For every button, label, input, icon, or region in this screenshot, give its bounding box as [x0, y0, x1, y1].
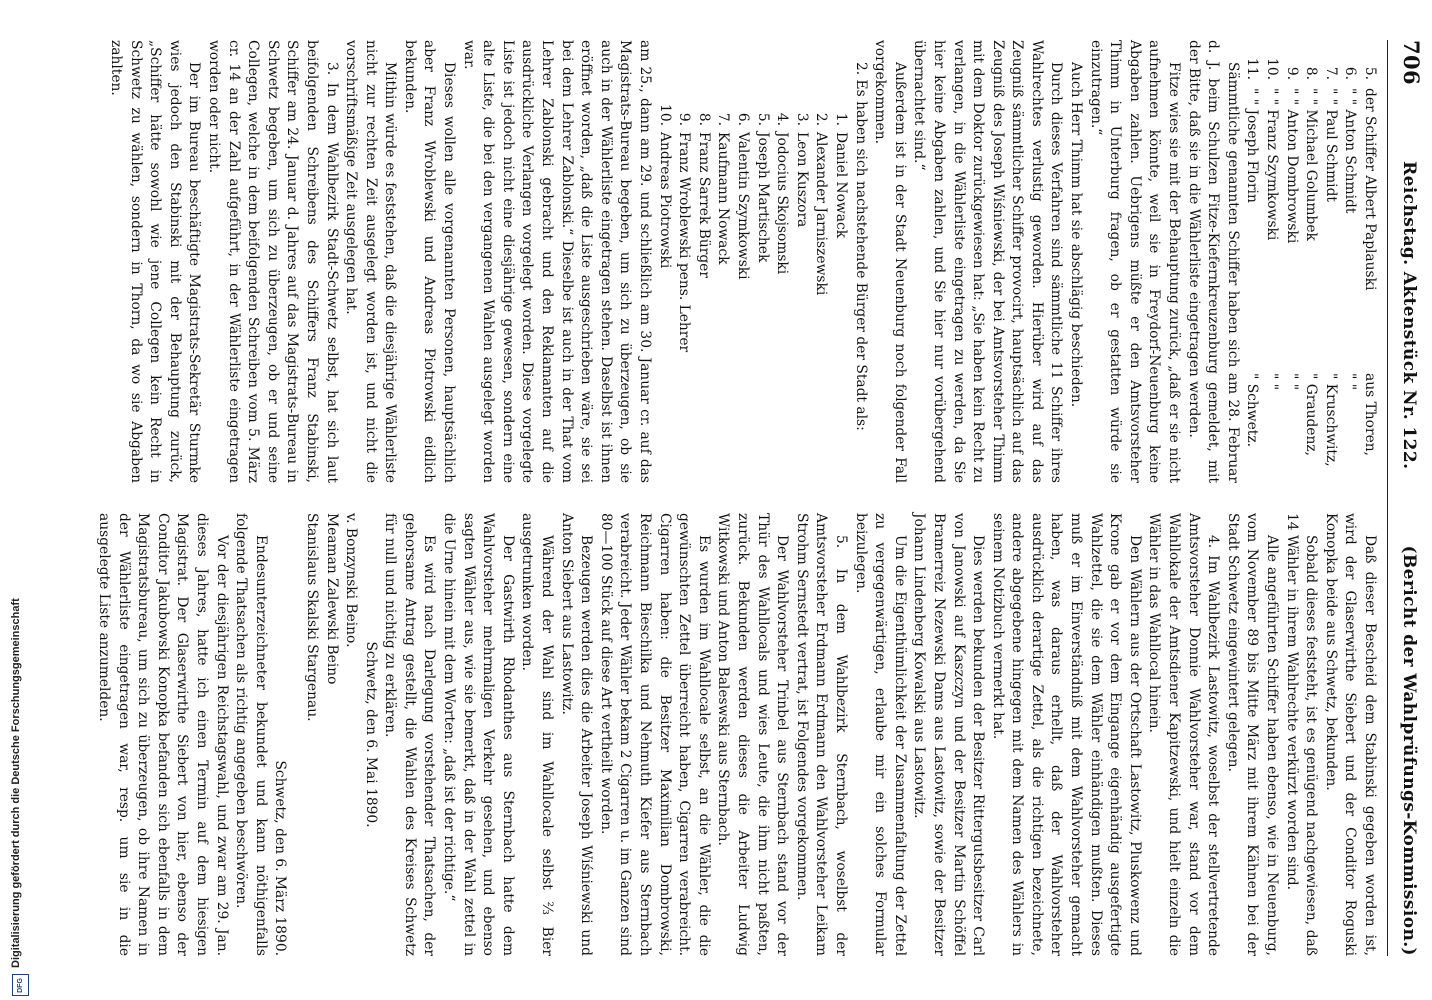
item-number: 5. [754, 112, 771, 126]
list-item [1301, 40, 1321, 483]
item-number: 1. [832, 112, 849, 126]
item-number: 8. [695, 112, 712, 126]
item-number: 9. [1283, 66, 1300, 80]
list-item [693, 100, 713, 483]
item-name: der Schiffer Albert Paplauski [1362, 88, 1378, 291]
item-place: " " [1283, 373, 1300, 391]
list-item [654, 100, 674, 483]
left-column [93, 40, 1379, 483]
dfg-logo-text: DFG [17, 977, 24, 993]
item-number: 7. [1322, 66, 1339, 80]
signature: Meaman Zalewski Beino [323, 513, 340, 685]
list-item [1281, 40, 1301, 483]
paragraph: 3. In dem Wahlbezirk Stadt-Schwetz selbst, hat sich laut beifolgenden Schreibens des Schiffers Franz Stabinski, Schiffer am 24. Januar d. Jahres auf das Magistrats-Bureau in Schwetz begeben, um sich zu überzeugen, ob er und seine Collegen, welche in dem beifolgenden Schreiben vom 5. März cr. 14 an der Zahl aufgeführt, in der Wählerliste eingetragen worden oder nicht. [205, 40, 340, 483]
list-item [1261, 40, 1281, 483]
list-item [772, 100, 792, 483]
signature: Stanislaus Skalski Stargenau. [303, 513, 320, 722]
list-item [1320, 40, 1340, 483]
item-name: " " Paul Schmidt [1322, 88, 1339, 202]
list-item [713, 100, 733, 483]
item-place: " Kruschwitz, [1322, 373, 1339, 467]
item-number: 7. [715, 112, 732, 126]
item-name: Kaufmann Nowack [715, 132, 732, 265]
page-header [1387, 40, 1424, 956]
item-name: Valentin Szymkowski [735, 132, 751, 280]
item-name: " " Franz Szymkowski [1264, 88, 1281, 241]
item-name: Andreas Piotrowski [656, 132, 673, 269]
item-name: " " Michael Golumbek [1303, 88, 1320, 241]
paragraph: Dieses wollen alle vorgenannten Personen, hauptsächlich aber Franz Wroblewski und Andreas Piotrowski eidlich bekunden. [401, 40, 458, 483]
paragraph: Mithin würde es feststehen, daß die diesjährige Wählerliste nicht zur rechten Zeit ausgelegt worden ist, und nicht die vorschriftsmäßige Zeit ausgelegen hat. [343, 40, 399, 483]
item-number: 11. [1244, 58, 1261, 80]
paragraph: Der Wahlvorsteher Trinbel aus Sternbach stand vor der Thür des Wahllocals und wies Leute, die ihm nicht paßten, zurück. Bekunden werden dieses die Arbeiter Ludwig Witkowski und Anton Baleswski aus Sternbach. [715, 513, 791, 956]
dfg-logo-icon [12, 974, 29, 996]
digitization-footer [8, 0, 28, 1000]
list-item [752, 100, 772, 483]
paragraph: am 25., dann am 29. und schließlich am 30. Januar cr. auf das Magistrats-Bureau begeben, um sich zu überzeugen, ob sie auch in der Wählerliste eingetragen stehen. Daselbst ist ihnen eröffnet worden, „daß die Liste ausgeschrieben wäre, sie sei bei dem Lehrer Zablonski.“ Dieselbe ist auch in der That vom Lehrer Zablonski gebracht und den Reklamanten auf die ausdrückliche Verlangen vorgelegt worden. Diese vorgelegte Liste ist jedoch nicht eine diesjährige gewesen, sondern eine alte Liste, die bei den vergangenen Wahlen ausgelegt worden war. [460, 40, 654, 483]
paragraph: Der Gastwirth Rhodanthes aus Sternbach hatte dem Wahlvorsteher mehrmaligen Verkehr gesehen, und ebenso sagten Wähler aus, wie sie bemerkt, daß in der Wahl zettel in die Urne hinein mit dem Worten: „daß ist der richtige.“ [441, 513, 516, 956]
item-name: " " Anton Dombrowski [1283, 88, 1300, 244]
item-name: Jodocius Skojsomski [774, 132, 791, 275]
paragraph: Sämmtliche genannten Schiffer haben sich am 28. Februar d. J. beim Schulzen Fitze-Kiefernkreuzenburg gemeldet, mit der Bitte, daß sie in die Wählerliste eingetragen werden. [1185, 40, 1241, 483]
schiffer-list [1242, 40, 1379, 483]
right-column [93, 513, 1379, 956]
signature: v. Bonzynski Beino. [343, 513, 360, 648]
item-name: Leon Kuszora [793, 132, 810, 228]
paragraph: Fitze wies sie mit der Behauptung zurück, „daß er sie nicht aufnehmen könnte, weil sie in Freydorf-Neuenburg keine Abgaben zahlen. Uebrigens müßte er den Amtsvorsteher Thimm in Unterburg fragen, ob er gestatten würde sie einzutragen.“ [1087, 40, 1183, 483]
list-item [674, 100, 694, 483]
item-place: " " [1264, 373, 1281, 391]
item-number: 10. [656, 104, 673, 126]
item-number: 6. [735, 112, 751, 126]
item-name: " " Anton Schmidt [1342, 88, 1359, 214]
item-place: " Graudenz, [1303, 373, 1320, 456]
header-title: Reichstag. Aktenstück Nr. 122. [1399, 161, 1419, 470]
item-number: 10. [1264, 58, 1281, 80]
item-number: 2. [813, 112, 830, 126]
paragraph: Alle angeführten Schiffer haben ebenso, wie in Neuenburg, vom November 89 bis Mitte März mit ihrem Kähnen bei der Stadt Schwetz eingewintert gelegen. [1224, 513, 1281, 956]
list-item [830, 100, 850, 483]
item-number: 5. [1362, 66, 1378, 80]
paragraph: Endesunterzeichneter bekundet und kann nöthigenfalls folgende Thatsachen als richtig angegeben beschwören. [233, 513, 269, 956]
page-number: 706 [1399, 40, 1424, 86]
item-name: Daniel Nowack [832, 132, 849, 239]
item-name: " " Joseph Florin [1244, 88, 1261, 203]
place-date: Schwetz, den 6. März 1890. [272, 760, 289, 956]
item-number: 8. [1303, 66, 1320, 80]
paragraph: 4. Im Wahlbezirk Lastowitz, woselbst der stellvertretende Amtsvorsteher Donnie Wahlvorsteher war, stand vor dem Wahllokale der Amtsdiener Kapitzewski, und hielt einzeln die Wähler in das Wahllocal hinein. [1146, 513, 1222, 956]
paragraph: 5. In dem Wahlbezirk Sternbach, woselbst der Amtsvorsteher Erdmann Erdmann den Wahlvorsteher Leikam Strohm Sernstedt vertrat, ist Folgendes vorgekommen. [793, 513, 849, 956]
paragraph: Es wurden im Wahllocale selbst, an die Wähler, die die gewünschten Zettel überreicht haben, Cigarren verabreicht. Cigarren haben: die Besitzer Maximilian Dombrowski, Reichmann Bieschilka und Nehmuth Kiefer aus Sternbach verabreicht. Jeder Wähler bekam 2 Cigarren u. im Ganzen sind 80—100 Stück auf diese Art vertheilt worden. [597, 513, 712, 956]
paragraph: Es wird nach Darlegung vorstehender Thatsachen, der gehorsame Antrag gestellt, die Wahlen des Kreises Schwetz für null und nichtig zu erklären. [382, 513, 438, 956]
paragraph: Auch Herr Thimm hat sie abschlägig beschieden. [1068, 62, 1085, 408]
list-item [1242, 40, 1262, 483]
list-item [811, 100, 831, 483]
paragraph: Vor der diesjährigen Reichstagswahl, und zwar am 29. Jan. dieses Jahres, hatte ich einen Termin auf dem hiesigen Magistrat. Der Glaserwirthe Siebert von hier, ebenso der Conditor Jakubowski Konopka befanden sich ebenfalls in dem Magistratsbureau, um sich zu überzeugen, ob ihre Namen in der Wählerliste eingetragen war, resp. um sie in die ausgelegte Liste anzumelden. [96, 513, 230, 956]
paragraph: Durch dieses Verfahren sind sämmtliche 11 Schiffer ihres Wahlrechtes verlustig geworden. Hierüber wird auf das Zeugniß sämmtlicher Schiffer provocirt, hauptsächlich auf das Zeugniß des Joseph Wiśniewski, der bei Amtsvorsteher Thimm mit dem Doktor zurückgewiesen hat: „Sie haben kein Recht zu verlangen, in die Wählerliste eingetragen zu werden, da Sie hier keine Abgaben zahlen, und Sie hier nur vorübergehend übernachtet sind.“ [911, 40, 1065, 483]
paragraph: Daß dieser Bescheid dem Stabinski gegeben worden ist, wird der Glaserwirthe Siebert und der Conditor Roguski Konopka beide aus Schwetz, bekunden. [1322, 513, 1378, 956]
item-name: Franz Wroblewski pens. Lehrer [676, 132, 693, 353]
header-subtitle: (Bericht der Wahlprüfungs-Kommission.) [1399, 545, 1419, 956]
paragraph: Dies werden bekunden der Besitzer Rittergutsbesitzer Carl von Janowski auf Kaszczyn und der Besitzer Martin Schöffel Bramerreiz Nezewski Dams aus Lastowitz, sowie der Besitzer Johann Lindenberg Kowalski aus Lastowitz. [911, 513, 987, 956]
footer-credit: Digitalisierung gefördert durch die Deutsche Forschungsgemeinschaft [10, 598, 22, 968]
place-date: Schwetz, den 6. Mai 1890. [362, 641, 379, 828]
list-item [1359, 40, 1379, 483]
paragraph: Bezeugen werden dies die Arbeiter Joseph Wiśniewski und Anton Siebert aus Lastowitz. [558, 513, 595, 956]
paragraph: Außerdem ist in der Stadt Neuenburg noch folgender Fall vorgekommen. [872, 40, 908, 483]
item-name: Alexander Jarniszewski [813, 132, 830, 296]
list-item [791, 100, 811, 483]
item-number: 9. [676, 112, 693, 126]
item-number: 6. [1342, 66, 1359, 80]
item-place: aus Thoren, [1362, 373, 1378, 457]
buerger-list [654, 100, 850, 483]
list-item [732, 100, 752, 483]
list-item [1340, 40, 1360, 483]
item-number: 3. [793, 112, 810, 126]
paragraph: Während der Wahl sind im Wahllocale selbst ⅔ Bier ausgetrunken worden. [519, 513, 556, 956]
paragraph: Sobald dieses feststeht, ist es genügend nachgewiesen, daß 14 Wähler in ihrem Wahlrechte verkürzt worden sind. [1283, 513, 1320, 956]
paragraph: Um die Eigenthümlichkeit der Zusammenfaltung der Zettel zu vergegenwärtigen, erlaube mir ein solches Formular beizulegen. [852, 513, 908, 956]
paragraph: Den Wählern aus der Ortschaft Lastowitz, Pluskowenz und Krone gab er vor dem Eingange eigenhändig ausgefertigte Wahlzettel, die sie dem Wähler einhändigen mußten. Dieses muß er im Einverständniß mit dem Wahlvorsteher gemacht haben, was daraus erhellt, daß der Wahlvorsteher ausdrücklich derartige Zettel, als die richtigen bezeichnete, andere abgegebene hingegen mit dem Namen des Wählers in seinem Notizbuch vermerkt hat. [989, 513, 1143, 956]
item-name: Joseph Martischek [754, 132, 771, 263]
item-place: " " [1342, 373, 1359, 391]
paragraph: 2. Es haben sich nachstehende Bürger der Stadt als: [852, 62, 869, 431]
item-name: Franz Sarrek Bürger [695, 132, 712, 278]
item-number: 4. [774, 112, 791, 126]
item-place: " Schwetz. [1244, 373, 1261, 447]
paragraph: Der im Bureau beschäftigte Magistrats-Sekretär Sturmke wies jedoch den Stabinski mit der Behauptung zurück, „Schiffer hätte sowohl wie jene Collegen kein Recht in Schwetz zu wählen, sondern in Thorn, da wo sie Abgaben zahlten. [108, 40, 203, 483]
